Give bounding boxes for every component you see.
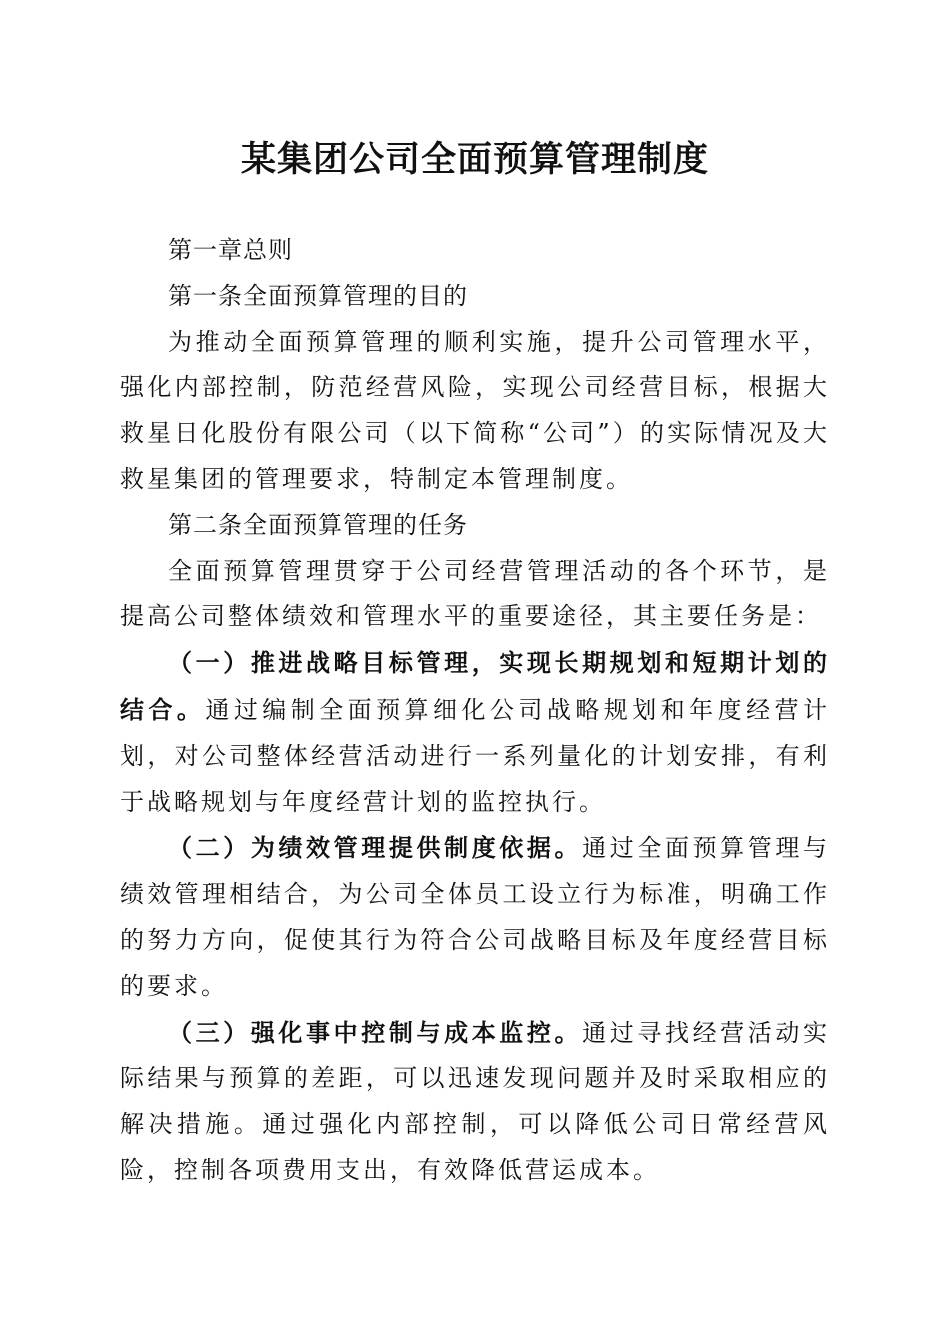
article-1-paragraph: 为推动全面预算管理的顺利实施，提升公司管理水平，强化内部控制，防范经营风险，实现公司经营目标，根据大救星日化股份有限公司（以下简称“公司”）的实际情况及大救星集团的管理要求，特制定本管理制度。 <box>120 327 830 493</box>
item-2-heading: （二）为绩效管理提供制度依据。 <box>168 833 583 863</box>
item-2-body: 通过全面预算管理与绩效管理相结合，为公司全体员工设立行为标准，明确工作的努力方向，促使其行为符合公司战略目标及年度经营目标的要求。 <box>120 834 831 1000</box>
article-2-heading: 第二条全面预算管理的任务 <box>168 510 468 539</box>
item-1-body: 通过编制全面预算细化公司战略规划和年度经营计划，对公司整体经营活动进行一系列量化的计划安排，有利于战略规划与年度经营计划的监控执行。 <box>120 695 830 816</box>
chapter-heading: 第一章总则 <box>168 236 293 264</box>
document-body <box>120 228 830 1194</box>
article-2-paragraph: 全面预算管理贯穿于公司经营管理活动的各个环节，是提高公司整体绩效和管理水平的重要途径，其主要任务是： <box>120 556 830 631</box>
article-1-heading: 第一条全面预算管理的目的 <box>168 281 468 310</box>
item-3-body: 通过寻找经营活动实际结果与预算的差距，可以迅速发现问题并及时采取相应的解决措施。通过强化内部控制，可以降低公司日常经营风险，控制各项费用支出，有效降低营运成本。 <box>120 1018 831 1184</box>
document-title: 某集团公司全面预算管理制度 <box>240 139 709 180</box>
item-1-paragraph <box>120 640 830 825</box>
item-2-paragraph <box>120 825 830 1009</box>
item-3-paragraph <box>120 1010 830 1194</box>
item-3-heading: （三）强化事中控制与成本监控。 <box>168 1017 583 1047</box>
item-1-heading: （一）推进战略目标管理，实现长期规划和短期计划的结合。 <box>120 648 830 724</box>
